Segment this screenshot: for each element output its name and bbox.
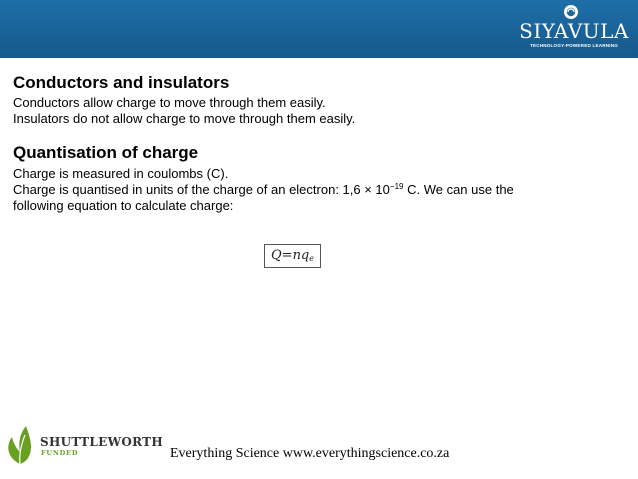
- body-line: [13, 182, 613, 198]
- leaf-icon: [4, 425, 36, 465]
- body-text: C. We can use the: [403, 182, 514, 197]
- siyavula-logo: [518, 3, 630, 55]
- formula-subscript: e: [309, 254, 314, 263]
- body-text: Charge is quantised in units of the charge of an electron: 1,6 × 10: [13, 182, 390, 197]
- section-quantisation: [13, 143, 613, 214]
- brand-tagline: TECHNOLOGY-POWERED LEARNING: [529, 43, 619, 48]
- section-title: Conductors and insulators: [13, 73, 230, 92]
- charge-formula: [264, 244, 321, 268]
- formula-rhs: nq: [292, 248, 310, 263]
- sponsor-name: SHUTTLEWORTH: [40, 435, 164, 449]
- body-line: Insulators do not allow charge to move through them easily.: [13, 111, 356, 126]
- brand-name: SIYAVULA: [519, 19, 629, 43]
- header-bar: [0, 0, 638, 58]
- body-line: following equation to calculate charge:: [13, 198, 234, 213]
- sponsor-label: FUNDED: [41, 449, 79, 457]
- formula-lhs: Q: [270, 248, 282, 263]
- shuttleworth-logo: [4, 425, 164, 465]
- footer-text: Everything Science www.everythingscience.co.za: [170, 446, 450, 461]
- body-line: Conductors allow charge to move through them easily.: [13, 95, 326, 110]
- section-title: Quantisation of charge: [13, 143, 199, 162]
- globe-icon: [563, 4, 579, 20]
- formula-equals: =: [281, 248, 293, 263]
- slide-content: [13, 73, 613, 214]
- body-line: Charge is measured in coulombs (C).: [13, 166, 229, 181]
- exponent: −19: [389, 182, 404, 191]
- section-conductors: [13, 73, 613, 127]
